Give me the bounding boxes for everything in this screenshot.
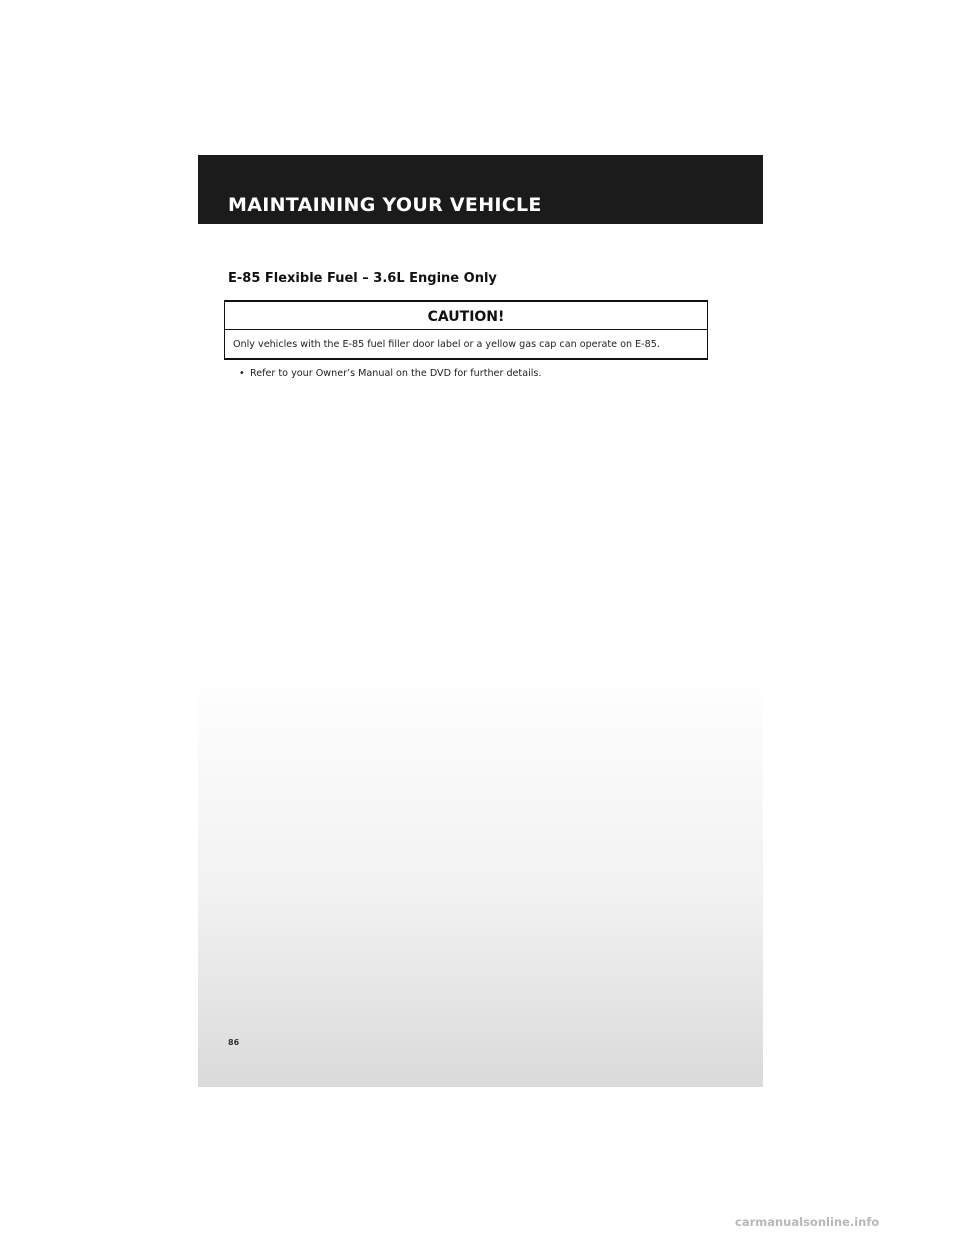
caution-title: CAUTION! bbox=[427, 309, 505, 325]
caution-divider bbox=[225, 329, 707, 330]
header-bar bbox=[198, 155, 763, 224]
list-item bbox=[239, 369, 541, 379]
page-title: MAINTAINING YOUR VEHICLE bbox=[228, 194, 542, 216]
section-heading: E-85 Flexible Fuel – 3.6L Engine Only bbox=[228, 271, 497, 286]
manual-page bbox=[198, 155, 763, 1087]
bullet-icon: • bbox=[239, 368, 245, 379]
list-item-text: Refer to your Owner’s Manual on the DVD for further details. bbox=[250, 368, 542, 379]
caution-text: Only vehicles with the E-85 fuel filler door label or a yellow gas cap can operate on E-85. bbox=[233, 339, 660, 350]
watermark: carmanualsonline.info bbox=[735, 1215, 880, 1229]
page-number: 86 bbox=[228, 1038, 240, 1047]
caution-box bbox=[224, 300, 708, 360]
